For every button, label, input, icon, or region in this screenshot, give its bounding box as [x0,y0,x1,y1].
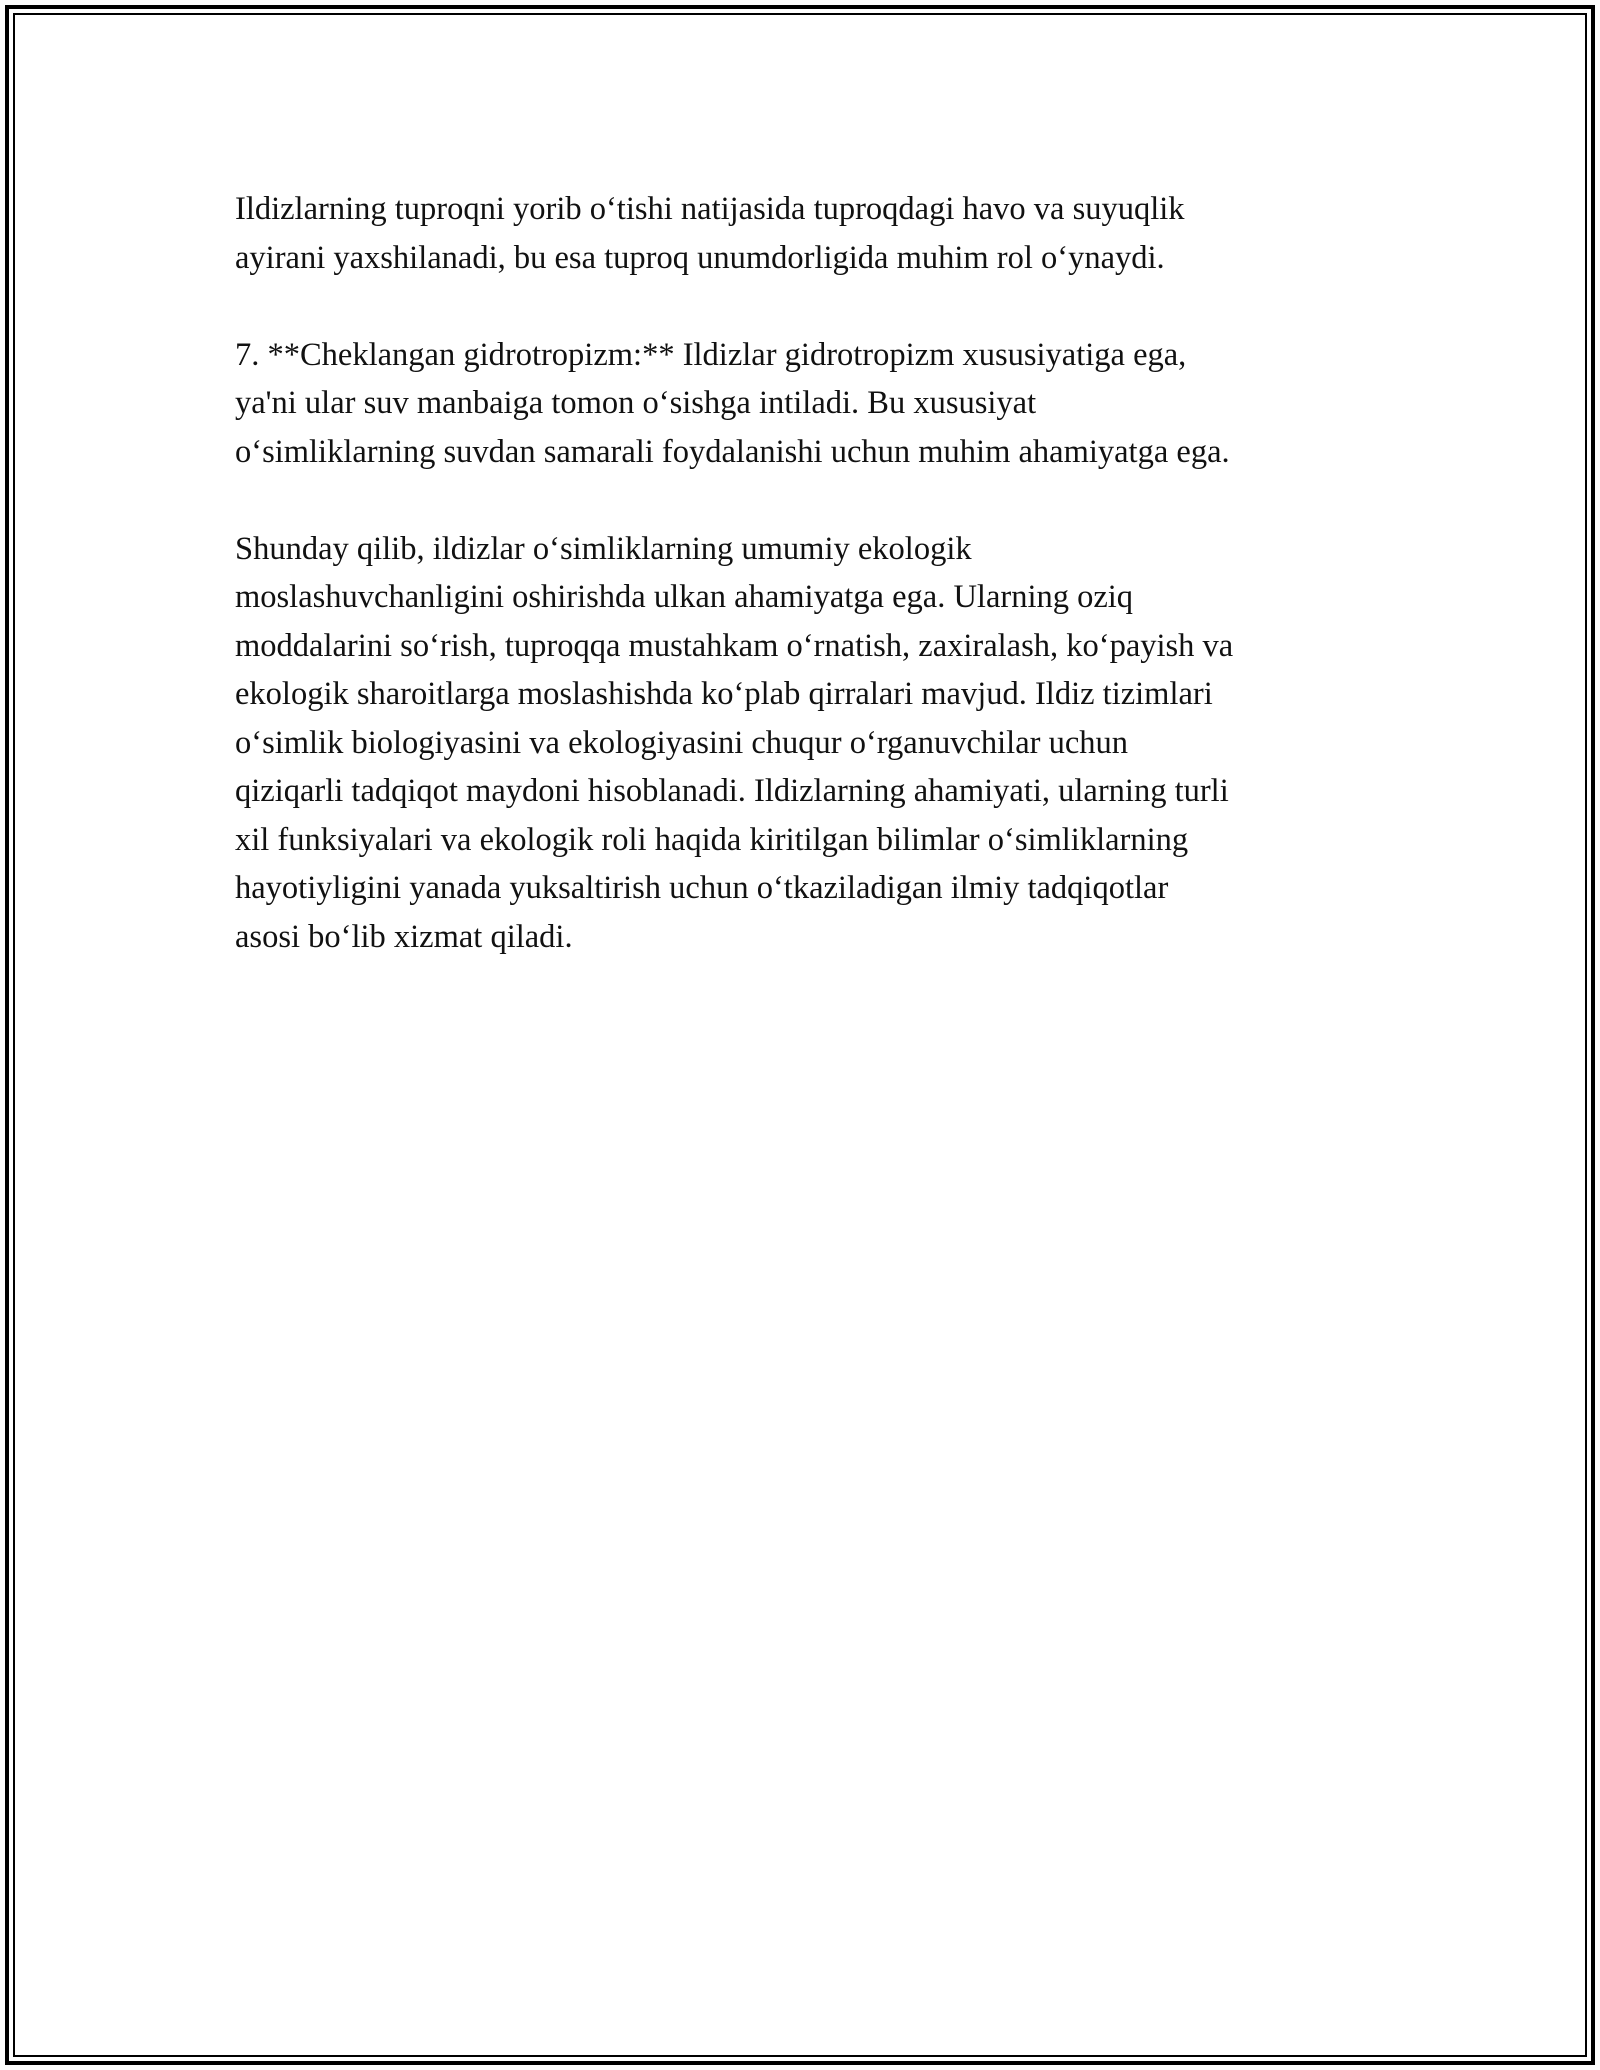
text-line: xil funksiyalari va ekologik roli haqida kiritilgan bilimlar o‘simliklarning [235,821,1189,858]
text-line: Ildizlarning tuproqni yorib o‘tishi natijasida tuproqdagi havo va suyuqlik [235,191,1185,227]
paragraph-soil-aeration [235,185,1370,282]
text-line: qiziqarli tadqiqot maydoni hisoblanadi. Ildizlarning ahamiyati, ularning turli [235,773,1229,809]
text-line: ekologik sharoitlarga moslashishda ko‘plab qirralari mavjud. Ildiz tizimlari [235,676,1213,712]
text-line: ya'ni ular suv manbaiga tomon o‘sishga intiladi. Bu xususiyat [235,385,1037,421]
paragraph-hydrotropism [235,331,1370,477]
text-line: asosi bo‘lib xizmat qiladi. [235,918,573,955]
text-line: o‘simliklarning suvdan samarali foydalanishi uchun muhim ahamiyatga ega. [235,433,1230,470]
text-line: moslashuvchanligini oshirishda ulkan ahamiyatga ega. Ularning oziq [235,579,1134,615]
text-line: ayirani yaxshilanadi, bu esa tuproq unumdorligida muhim rol o‘ynaydi. [235,239,1165,276]
document-body [235,185,1370,1010]
paragraph-conclusion [235,525,1370,962]
text-line: moddalarini so‘rish, tuproqqa mustahkam o‘rnatish, zaxiralash, ko‘payish va [235,627,1234,664]
text-line: 7. **Cheklangan gidrotropizm:** Ildizlar gidrotropizm xususiyatiga ega, [235,336,1187,373]
text-line: o‘simlik biologiyasini va ekologiyasini chuqur o‘rganuvchilar uchun [235,724,1128,761]
text-line: hayotiyligini yanada yuksaltirish uchun o‘tkaziladigan ilmiy tadqiqotlar [235,870,1169,906]
text-line: Shunday qilib, ildizlar o‘simliklarning umumiy ekologik [235,530,972,567]
